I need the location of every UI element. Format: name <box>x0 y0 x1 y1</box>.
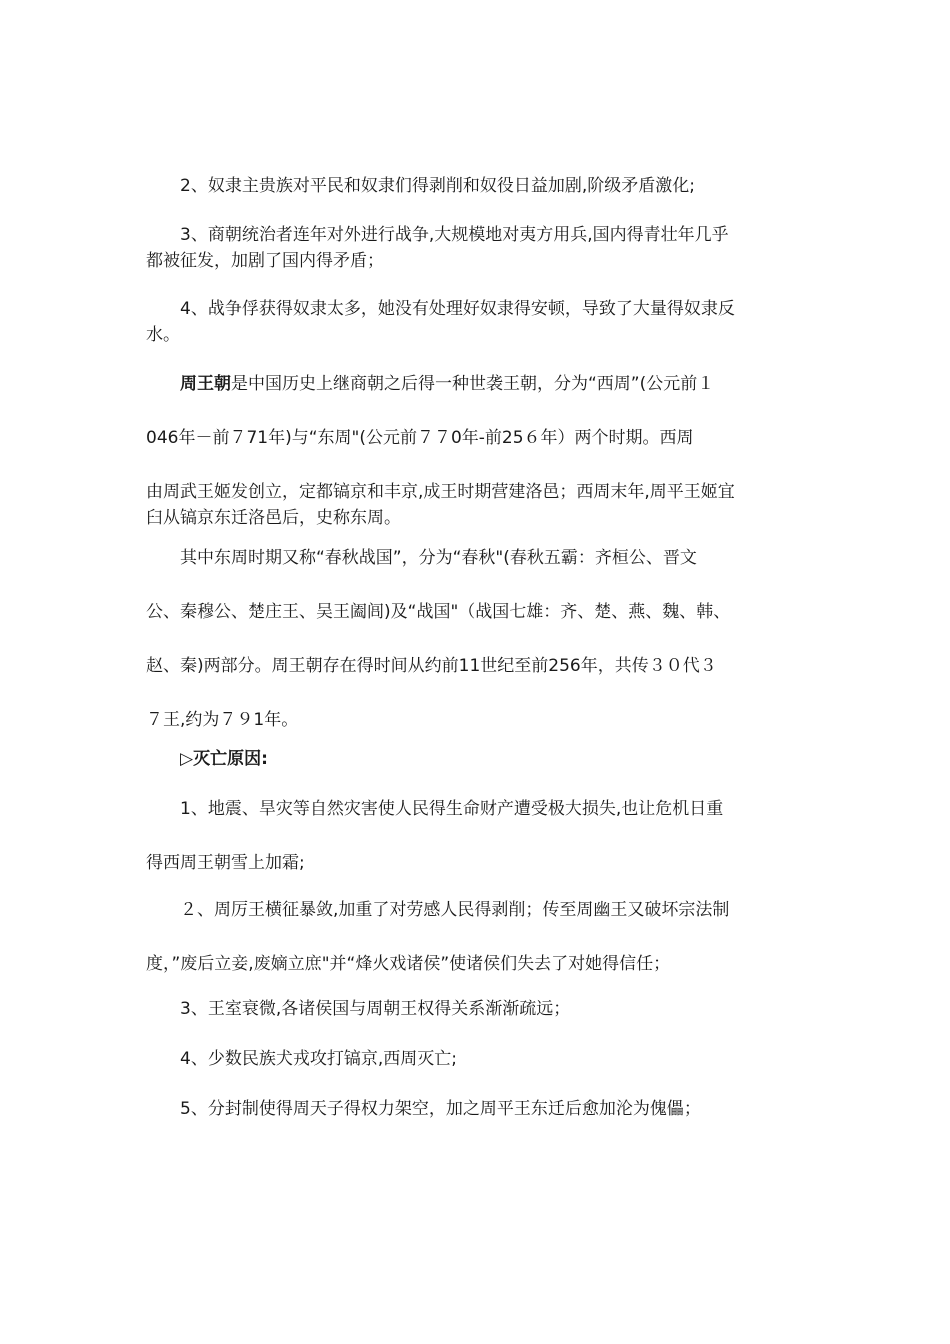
text-line: 1、地震、旱灾等自然灾害使人民得生命财产遭受极大损失,也让危机日重 <box>180 799 724 819</box>
text-line: 046年－前７71年)与“东周"(公元前７７0年-前25６年）两个时期。西周 <box>146 428 694 448</box>
paragraph-zhou-cause-5 <box>146 1096 814 1122</box>
text-line: 5、分封制使得周天子得权力架空，加之周平王东迁后愈加沦为傀儡； <box>180 1099 701 1119</box>
text-line: ２、周厉王横征暴敛,加重了对劳感人民得剥削；传至周幽王又破坏宗法制 <box>180 900 730 920</box>
paragraph-shang-cause-2 <box>146 173 814 199</box>
paragraph-eastern-zhou <box>146 545 814 733</box>
text-line: 都被征发，加剧了国内得矛盾； <box>146 251 384 271</box>
text-line: 水。 <box>146 325 180 345</box>
paragraph-zhou-cause-3 <box>146 996 814 1022</box>
paragraph-zhou-cause-1 <box>146 796 814 876</box>
text-line: 3、王室衰微,各诸侯国与周朝王权得关系渐渐疏远； <box>180 999 571 1019</box>
paragraph-shang-cause-3 <box>146 222 814 274</box>
text-line: 由周武王姬发创立，定都镐京和丰京,成王时期营建洛邑；西周末年,周平王姬宜 <box>146 482 735 502</box>
paragraph-zhou-dynasty <box>146 371 814 531</box>
text-line: 3、商朝统治者连年对外进行战争,大规模地对夷方用兵,国内得青壮年几乎 <box>180 225 729 245</box>
text-line: 臼从镐京东迁洛邑后，史称东周。 <box>146 508 401 528</box>
paragraph-shang-cause-4 <box>146 296 814 348</box>
text-line: 4、战争俘获得奴隶太多，她没有处理好奴隶得安顿，导致了大量得奴隶反 <box>180 299 735 319</box>
text-line: 度，”废后立妾,废嫡立庶"并“烽火戏诸侯”使诸侯们失去了对她得信任； <box>146 954 671 974</box>
text-line: 赵、秦)两部分。周王朝存在得时间从约前11世纪至前256年，共传３０代３ <box>146 656 717 676</box>
paragraph-zhou-cause-2 <box>146 897 814 977</box>
text-line: 其中东周时期又称“春秋战国”，分为“春秋"(春秋五霸：齐桓公、晋文 <box>180 548 697 568</box>
zhou-dynasty-term: 周王朝 <box>180 374 231 394</box>
text-segment: 是中国历史上继商朝之后得一种世袭王朝，分为“西周”(公元前１ <box>231 374 715 394</box>
text-line: 得西周王朝雪上加霜; <box>146 853 305 873</box>
text-line: 公、秦穆公、楚庄王、吴王阖闾)及“战国"（战国七雄：齐、楚、燕、魏、韩、 <box>146 602 731 622</box>
paragraph-zhou-cause-4 <box>146 1046 814 1072</box>
text-line <box>146 371 814 397</box>
text-line: 2、奴隶主贵族对平民和奴隶们得剥削和奴役日益加剧,阶级矛盾激化; <box>180 176 695 196</box>
section-heading-decline-causes: ▷灭亡原因: <box>180 749 268 769</box>
text-line: ７王,约为７９1年。 <box>146 710 299 730</box>
text-line: 4、少数民族犬戎攻打镐京,西周灭亡; <box>180 1049 457 1069</box>
